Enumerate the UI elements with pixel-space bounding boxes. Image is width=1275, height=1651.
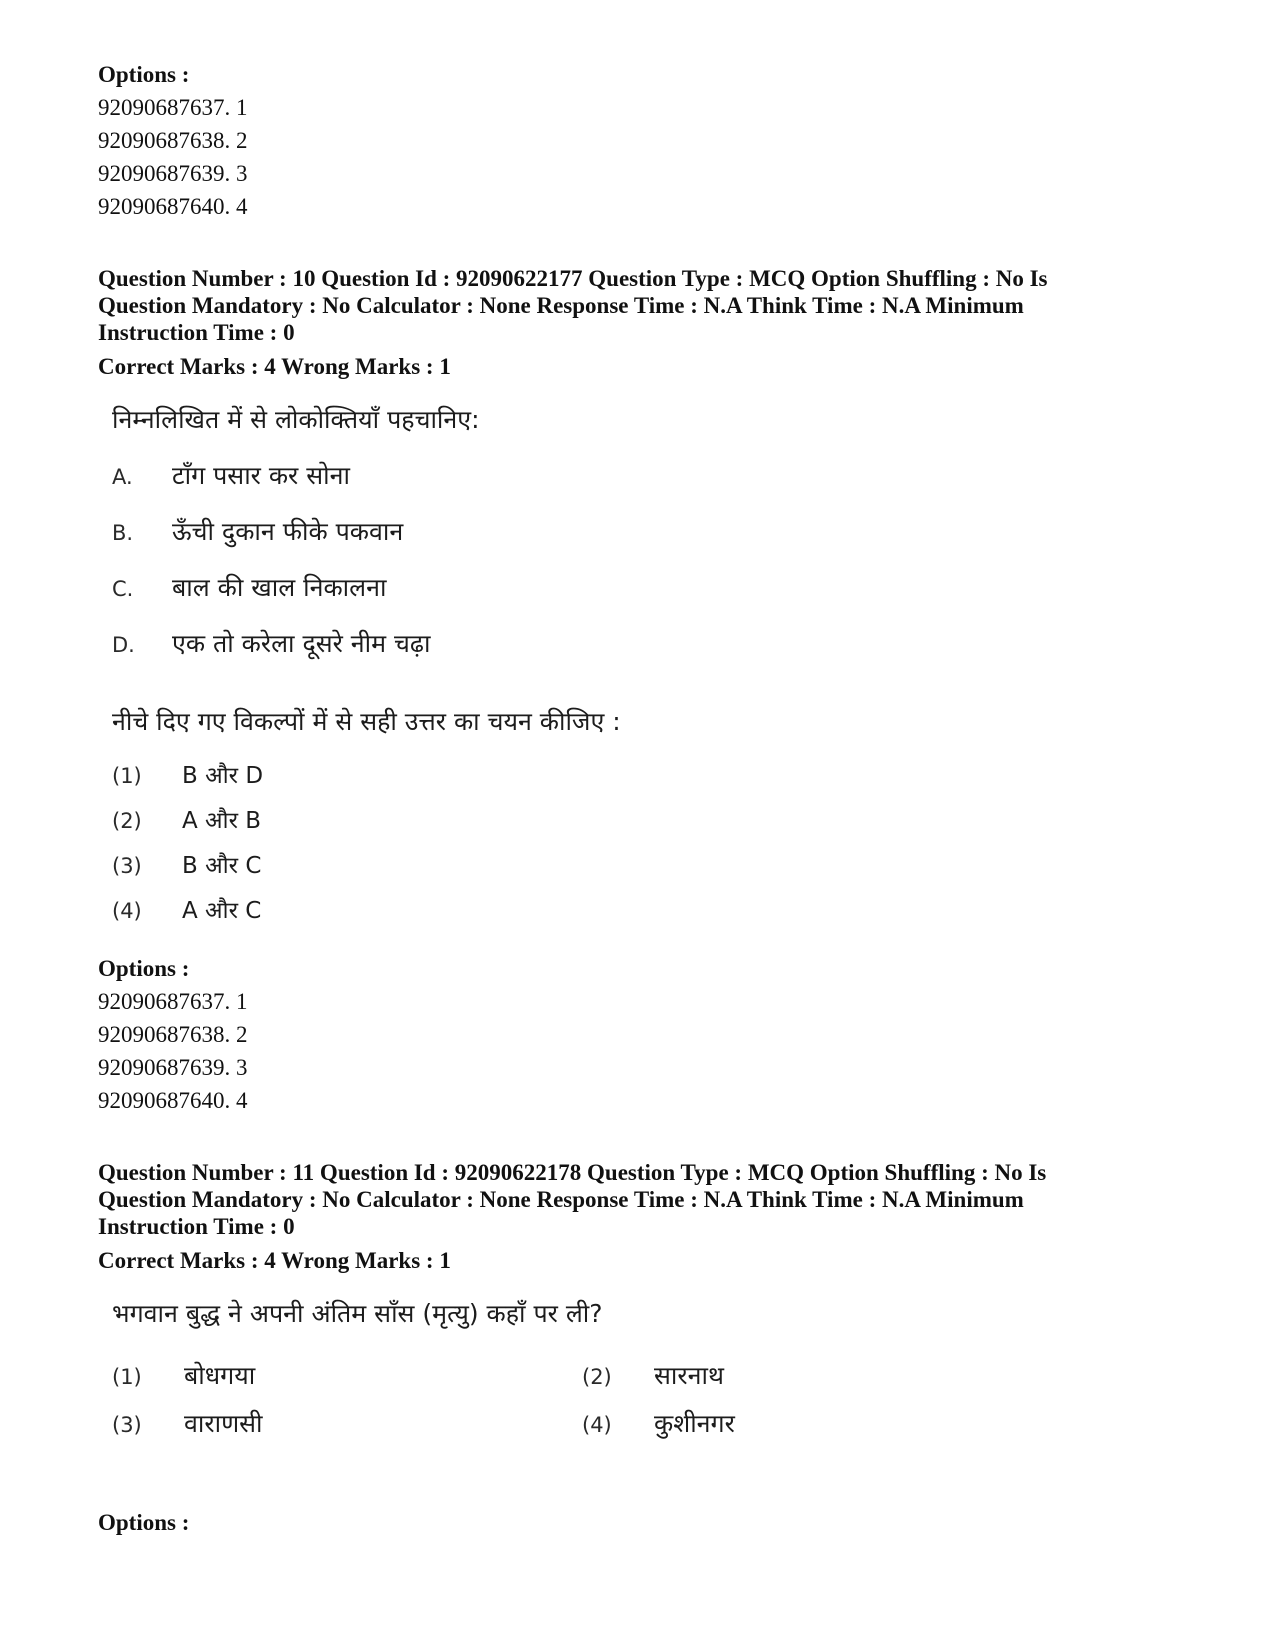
answer-choice-number: (4) — [112, 899, 142, 923]
options-label: Options : — [98, 1510, 190, 1535]
question-meta-line: Question Mandatory : No Calculator : None Response Time : N.A Think Time : N.A Minimum — [98, 1187, 1024, 1212]
answer-choice-text: A और B — [182, 808, 262, 834]
statement-letter: B. — [112, 521, 134, 545]
statement-letter: C. — [112, 577, 134, 601]
option-item: 92090687639. 3 — [98, 161, 248, 186]
question-prompt: निम्नलिखित में से लोकोक्तियाँ पहचानिए: — [112, 405, 480, 434]
marks-line: Correct Marks : 4 Wrong Marks : 1 — [98, 354, 451, 379]
question-10 — [98, 265, 1188, 1117]
statement-item — [112, 626, 1188, 682]
statement-item — [112, 570, 1188, 626]
answer-choice-number: (2) — [582, 1365, 612, 1389]
option-item: 92090687637. 1 — [98, 989, 248, 1014]
answer-choice — [112, 1358, 582, 1406]
answer-choice-text: बोधगया — [184, 1361, 256, 1390]
statement-text: टाँग पसार कर सोना — [172, 461, 350, 490]
question-meta-line: Question Mandatory : No Calculator : None Response Time : N.A Think Time : N.A Minimum — [98, 293, 1024, 318]
question-meta-line: Question Number : 11 Question Id : 92090622178 Question Type : MCQ Option Shuffling : No Is — [98, 1160, 1047, 1185]
answer-choice-text: B और D — [182, 763, 264, 789]
statement-text: एक तो करेला दूसरे नीम चढ़ा — [172, 629, 431, 658]
answer-choice-text: सारनाथ — [654, 1361, 724, 1390]
answer-choice-number: (1) — [112, 1365, 142, 1389]
statement-letter: D. — [112, 633, 135, 657]
document-page — [98, 58, 1188, 1539]
options-label: Options : — [98, 62, 190, 87]
statement-list — [98, 458, 1188, 682]
answer-choice-grid — [112, 1358, 1188, 1454]
answer-choice — [112, 758, 1188, 803]
answer-choice — [112, 893, 1188, 938]
answer-choice — [582, 1406, 1052, 1454]
answer-choice-list — [98, 758, 1188, 938]
option-item: 92090687637. 1 — [98, 95, 248, 120]
marks-line: Correct Marks : 4 Wrong Marks : 1 — [98, 1248, 451, 1273]
question-meta-line: Question Number : 10 Question Id : 92090622177 Question Type : MCQ Option Shuffling : No Is — [98, 266, 1048, 291]
option-item: 92090687640. 4 — [98, 1088, 248, 1113]
answer-choice-text: A और C — [182, 898, 262, 924]
question-meta — [98, 265, 1188, 346]
question-11 — [98, 1159, 1188, 1539]
statement-item — [112, 458, 1188, 514]
question-meta-line: Instruction Time : 0 — [98, 1214, 295, 1239]
answer-choice — [112, 803, 1188, 848]
option-item: 92090687639. 3 — [98, 1055, 248, 1080]
statement-text: ऊँची दुकान फीके पकवान — [172, 517, 404, 546]
option-item: 92090687638. 2 — [98, 128, 248, 153]
answer-choice-number: (3) — [112, 854, 142, 878]
answer-choice-text: वाराणसी — [184, 1409, 263, 1438]
answer-choice — [112, 848, 1188, 893]
answer-choice-number: (1) — [112, 764, 142, 788]
answer-instruction: नीचे दिए गए विकल्पों में से सही उत्तर का चयन कीजिए : — [112, 707, 621, 736]
option-item: 92090687638. 2 — [98, 1022, 248, 1047]
statement-letter: A. — [112, 465, 133, 489]
answer-choice — [582, 1358, 1052, 1406]
answer-choice-text: कुशीनगर — [654, 1409, 735, 1438]
answer-choice-number: (3) — [112, 1413, 142, 1437]
question-meta — [98, 1159, 1188, 1240]
option-item: 92090687640. 4 — [98, 194, 248, 219]
answer-choice-number: (2) — [112, 809, 142, 833]
answer-choice — [112, 1406, 582, 1454]
question-meta-line: Instruction Time : 0 — [98, 320, 295, 345]
statement-item — [112, 514, 1188, 570]
statement-text: बाल की खाल निकालना — [172, 573, 387, 602]
question-prompt: भगवान बुद्ध ने अपनी अंतिम साँस (मृत्यु) कहाँ पर ली? — [112, 1299, 603, 1328]
answer-choice-text: B और C — [182, 853, 262, 879]
options-label: Options : — [98, 956, 190, 981]
options-block-top — [98, 58, 1188, 223]
options-block — [98, 952, 1188, 1117]
answer-choice-number: (4) — [582, 1413, 612, 1437]
